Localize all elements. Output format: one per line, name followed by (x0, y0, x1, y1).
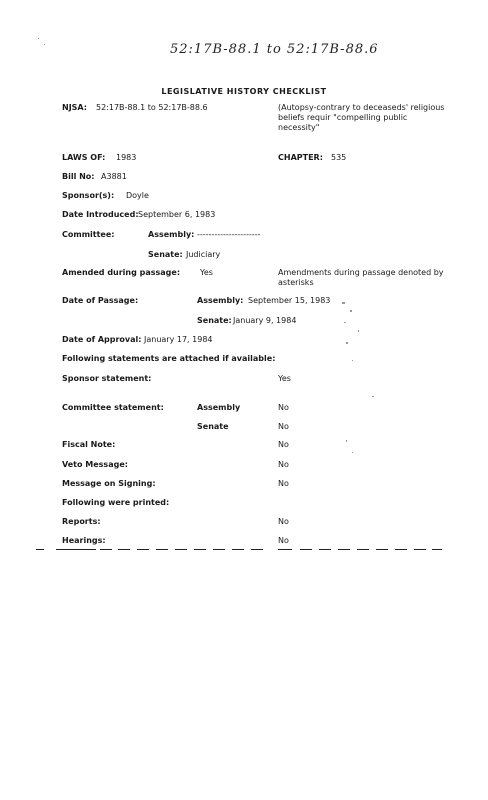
committee-assembly-label: Assembly: (148, 230, 195, 239)
veto-message-label: Veto Message: (62, 460, 128, 469)
dash-segment (232, 549, 244, 550)
sponsors-label: Sponsor(s): (62, 191, 115, 200)
speck (38, 38, 39, 39)
njsa-value: 52:17B-88.1 to 52:17B-88.6 (96, 103, 208, 112)
committee-statement-senate-label: Senate (197, 422, 229, 431)
speck (372, 396, 374, 397)
passage-senate-label: Senate: (197, 316, 232, 325)
speck (342, 302, 345, 304)
dash-segment (414, 549, 426, 550)
committee-statement-assembly-label: Assembly (197, 403, 241, 412)
page-title: LEGISLATIVE HISTORY CHECKLIST (161, 87, 327, 96)
njsa-note: (Autopsy-contrary to deceaseds' religious beliefs requir "compelling public necessity" (278, 103, 445, 132)
dash-segment (300, 549, 312, 550)
speck (344, 322, 346, 323)
bill-no-label: Bill No: (62, 172, 95, 181)
dash-segment (100, 549, 112, 550)
amended-label: Amended during passage: (62, 268, 181, 277)
date-of-approval-value: January 17, 1984 (144, 335, 213, 344)
committee-statement-senate-value: No (278, 422, 289, 431)
reports-value: No (278, 517, 289, 526)
committee-statement-label: Committee statement: (62, 403, 164, 412)
chapter-label: CHAPTER: (278, 153, 323, 162)
dash-segment (194, 549, 206, 550)
date-of-passage-label: Date of Passage: (62, 296, 139, 305)
speck (352, 360, 353, 361)
committee-assembly-value: ---------------------- (197, 230, 261, 239)
speck (352, 452, 353, 453)
passage-assembly-value: September 15, 1983 (248, 296, 331, 305)
dash-segment (357, 549, 369, 550)
fiscal-note-label: Fiscal Note: (62, 440, 116, 449)
hearings-label: Hearings: (62, 536, 106, 545)
dash-segment (319, 549, 331, 550)
message-on-signing-label: Message on Signing: (62, 479, 156, 488)
printed-heading: Following were printed: (62, 498, 170, 507)
committee-senate-value: Judiciary (186, 250, 221, 259)
veto-message-value: No (278, 460, 289, 469)
committee-statement-assembly-value: No (278, 403, 289, 412)
dash-segment (395, 549, 407, 550)
dash-segment (213, 549, 225, 550)
laws-of-label: LAWS OF: (62, 153, 106, 162)
attached-heading: Following statements are attached if available: (62, 354, 276, 363)
passage-assembly-label: Assembly: (197, 296, 244, 305)
sponsor-statement-value: Yes (278, 374, 291, 383)
hearings-value: No (278, 536, 289, 545)
committee-senate-label: Senate: (148, 250, 183, 259)
date-introduced-value: September 6, 1983 (138, 210, 216, 219)
fiscal-note-value: No (278, 440, 289, 449)
chapter-value: 535 (331, 153, 347, 162)
dash-segment (251, 549, 263, 550)
amended-value: Yes (200, 268, 213, 277)
dash-segment (137, 549, 149, 550)
laws-of-value: 1983 (116, 153, 137, 162)
dash-segment (278, 549, 292, 550)
sponsors-value: Doyle (126, 191, 149, 200)
committee-label: Committee: (62, 230, 115, 239)
dash-segment (376, 549, 388, 550)
message-on-signing-value: No (278, 479, 289, 488)
speck (358, 330, 359, 332)
dash-segment (338, 549, 350, 550)
date-introduced-label: Date Introduced: (62, 210, 139, 219)
speck (346, 440, 347, 442)
dash-segment (36, 549, 44, 550)
date-of-approval-label: Date of Approval: (62, 335, 142, 344)
reports-label: Reports: (62, 517, 101, 526)
bill-no-value: A3881 (101, 172, 127, 181)
dash-segment (156, 549, 168, 550)
dash-segment (56, 549, 96, 550)
passage-senate-value: January 9, 1984 (233, 316, 297, 325)
sponsor-statement-label: Sponsor statement: (62, 374, 152, 383)
amended-note: Amendments during passage denoted by asterisks (278, 268, 444, 287)
handwritten-header: 52:17B-88.1 to 52:17B-88.6 (170, 42, 379, 57)
speck (350, 310, 352, 312)
dash-segment (118, 549, 130, 550)
njsa-label: NJSA: (62, 103, 87, 112)
speck (346, 342, 348, 344)
dash-segment (175, 549, 187, 550)
speck (44, 44, 45, 45)
dash-segment (432, 549, 442, 550)
